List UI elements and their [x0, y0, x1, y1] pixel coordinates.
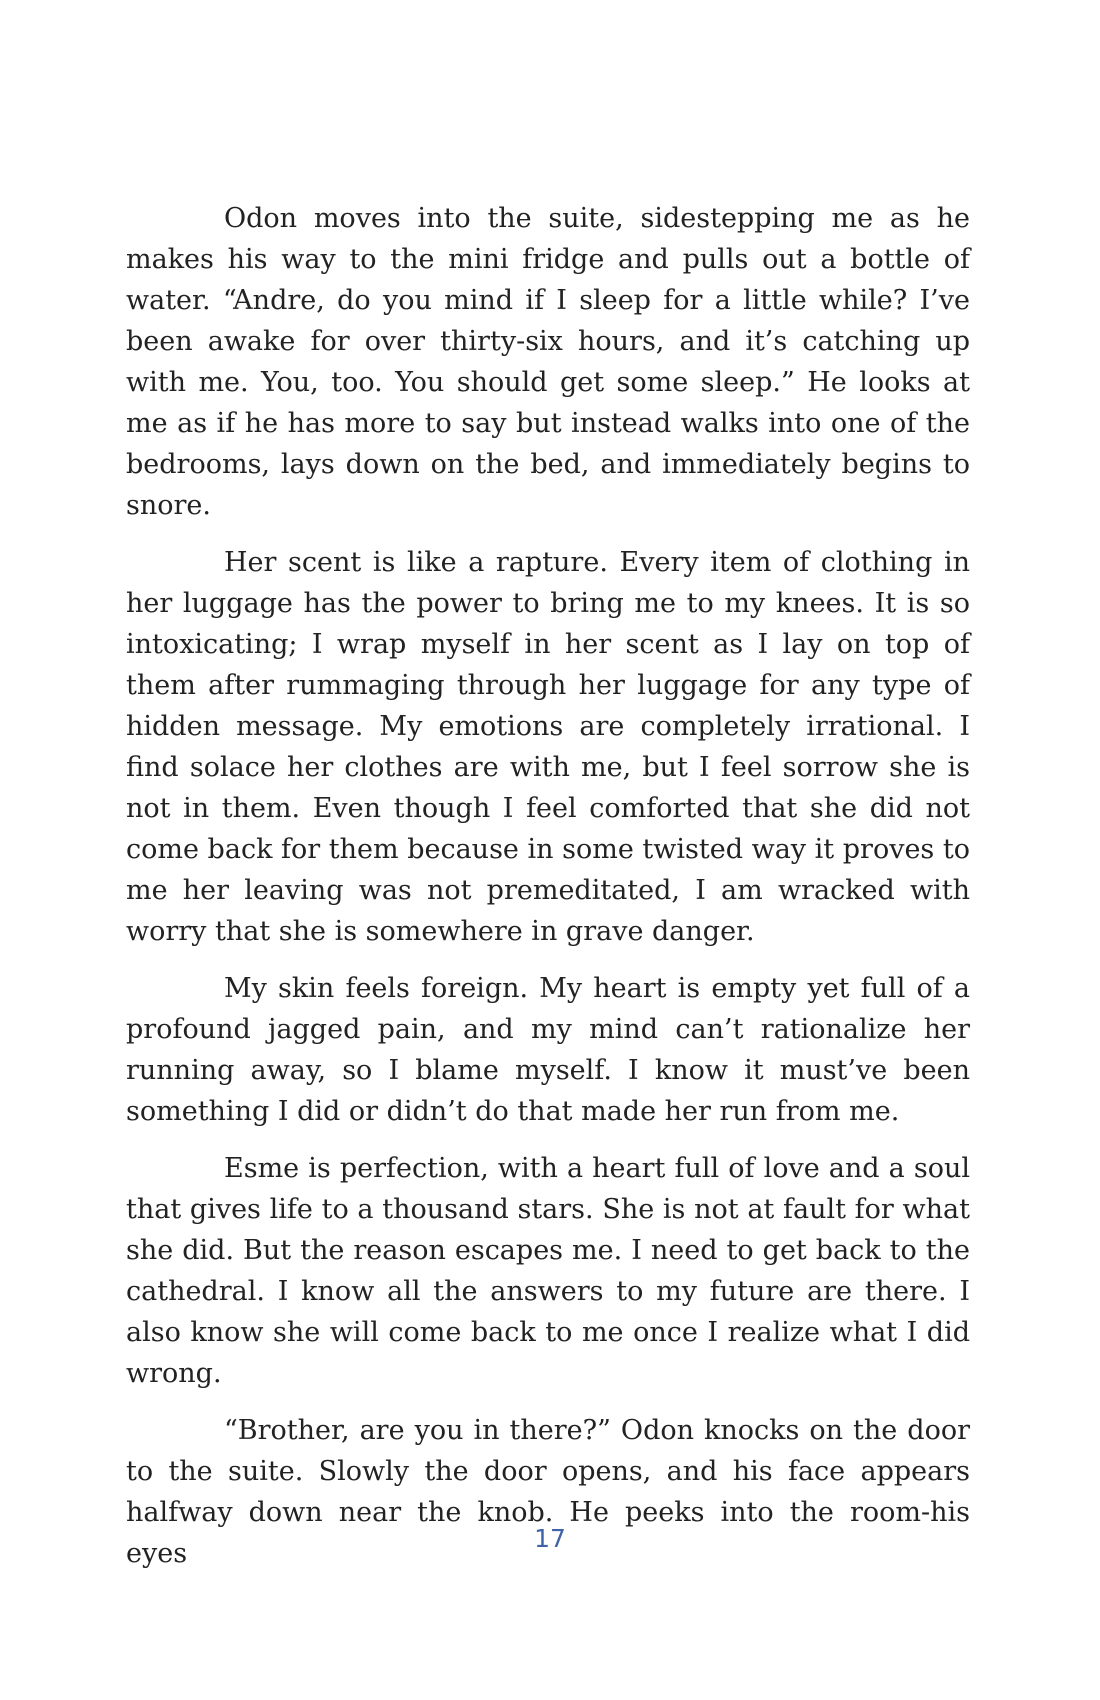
paragraph-1: Odon moves into the suite, sidestepping me as he makes his way to the mini fridge and pulls out a bottle of water. “Andre, do you mind if I sleep for a little while? I’ve been awake for over thirty-six hours, and it’s catching up with me. You, too. You should get some sleep.” He looks at me as if he has more to say but instead walks into one of the bedrooms, lays down on the bed, and immediately begins to snore. [126, 203, 970, 521]
paragraph-4: Esme is perfection, with a heart full of love and a soul that gives life to a thousand stars. She is not at fault for what she did. But the reason escapes me. I need to get back to the cathedral. I know all the answers to my future are there. I also know she will come back to me once I realize what I did wrong. [126, 1153, 970, 1389]
paragraph-3: My skin feels foreign. My heart is empty yet full of a profound jagged pain, and my mind can’t rationalize her running away, so I blame myself. I know it must’ve been something I did or didn’t do that made her run from me. [126, 973, 970, 1127]
body-text [126, 198, 970, 1590]
page-number: 17 [534, 1524, 566, 1553]
paragraph-2: Her scent is like a rapture. Every item of clothing in her luggage has the power to bring me to my knees. It is so intoxicating; I wrap myself in her scent as I lay on top of them after rummaging through her luggage for any type of hidden message. My emotions are completely irrational. I find solace her clothes are with me, but I feel sorrow she is not in them. Even though I feel comforted that she did not come back for them because in some twisted way it proves to me her leaving was not premeditated, I am wracked with worry that she is somewhere in grave danger. [126, 547, 970, 947]
paragraph-5: “Brother, are you in there?” Odon knocks on the door to the suite. Slowly the door opens, and his face appears halfway down near the knob. He peeks into the room-his eyes [126, 1415, 970, 1569]
